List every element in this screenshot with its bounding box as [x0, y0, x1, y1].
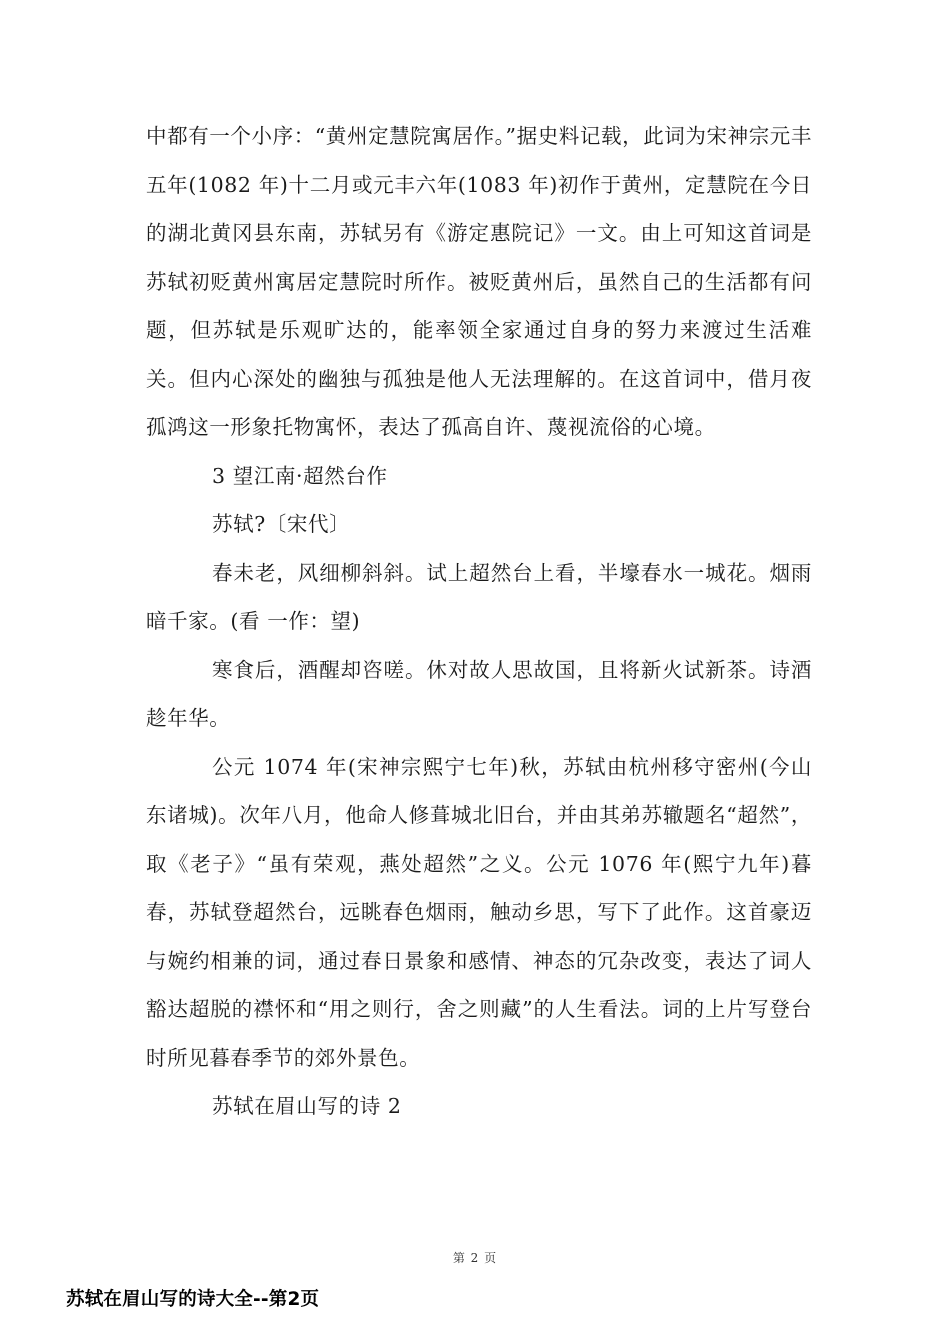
paragraph-preface-commentary: 中都有一个小序：“黄州定慧院寓居作。”据史料记载，此词为宋神宗元丰五年(1082 年)十二月或元丰六年(1083 年)初作于黄州，定慧院在今日的湖北黄冈县东南，苏轼另有《游定惠院记》一文。由上可知这首词是苏轼初贬黄州寓居定慧院时所作。被贬黄州后，虽然自己的生活都有问题，但苏轼是乐观旷达的，能率领全家通过自身的努力来渡过生活难关。但内心深处的幽独与孤独是他人无法理解的。在这首词中，借月夜孤鸿这一形象托物寓怀，表达了孤高自许、蔑视流俗的心境。	[146, 124, 813, 439]
footer-document-title: 苏轼在眉山写的诗大全--第2页	[66, 1289, 320, 1310]
poem-stanza-1: 春未老，风细柳斜斜。试上超然台上看，半壕春水一城花。烟雨暗千家。(看 一作：望)	[146, 560, 812, 633]
document-body	[146, 112, 812, 1131]
poem-author: 苏轼?〔宋代〕	[212, 512, 351, 536]
poem-stanza-2: 寒食后，酒醒却咨嗟。休对故人思故国，且将新火试新茶。诗酒趁年华。	[146, 657, 812, 730]
section-heading: 苏轼在眉山写的诗 2	[212, 1094, 402, 1118]
paragraph-poem-commentary: 公元 1074 年(宋神宗熙宁七年)秋，苏轼由杭州移守密州(今山东诸城)。次年八月，他命人修葺城北旧台，并由其弟苏辙题名“超然”，取《老子》“虽有荣观，燕处超然”之义。公元 1076 年(熙宁九年)暮春，苏轼登超然台，远眺春色烟雨，触动乡思，写下了此作。这首豪迈与婉约相兼的词，通过春日景象和感情、神态的冗杂改变，表达了词人豁达超脱的襟怀和“用之则行，舍之则藏”的人生看法。词的上片写登台时所见暮春季节的郊外景色。	[146, 754, 812, 1070]
poem-heading: 3 望江南·超然台作	[212, 463, 388, 488]
page-number: 第 2 页	[452, 1251, 498, 1265]
